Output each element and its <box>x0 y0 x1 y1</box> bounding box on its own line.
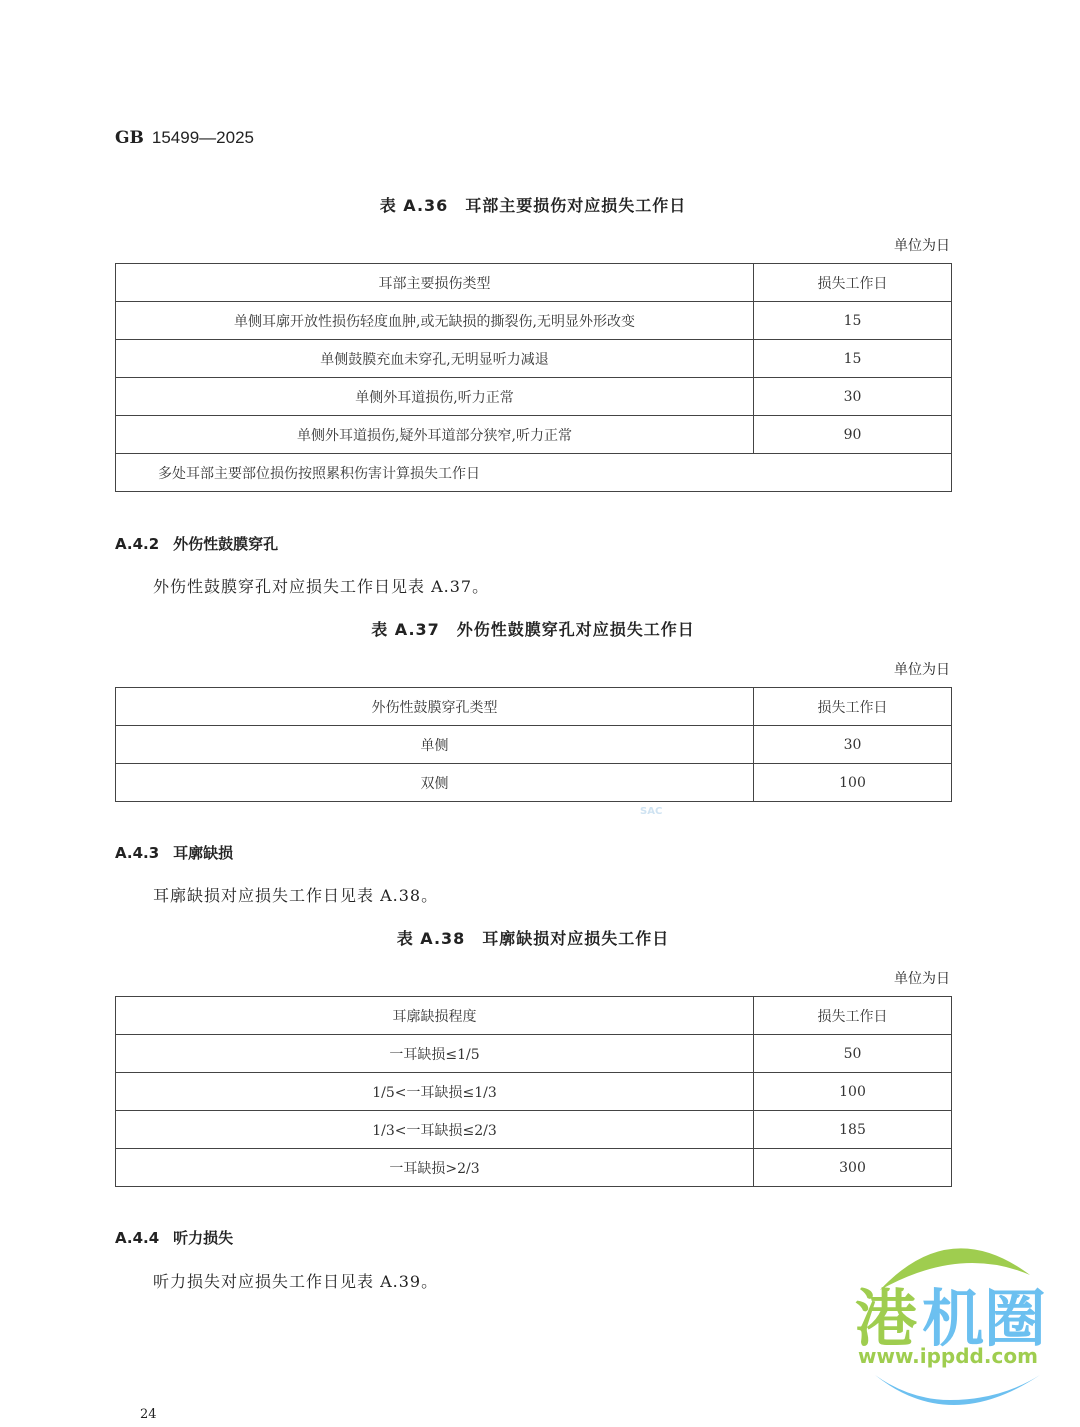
logo-chars-2: 机圈 <box>922 1282 1047 1355</box>
table-a37 <box>115 687 952 802</box>
std-prefix: GB <box>115 128 144 148</box>
cell: 1/5<一耳缺损≤1/3 <box>116 1073 754 1111</box>
table-a38-title: 表 A.38 耳廓缺损对应损失工作日 <box>396 929 670 948</box>
unit-label: 单位为日 <box>894 662 950 678</box>
cell: 185 <box>754 1111 952 1149</box>
paragraph: 耳廓缺损对应损失工作日见表 A.38。 <box>153 886 439 905</box>
cell: 15 <box>754 302 952 340</box>
table-row <box>116 340 952 378</box>
cell: 单侧鼓膜充血未穿孔,无明显听力减退 <box>116 340 754 378</box>
section-number: A.4.3 <box>115 844 160 862</box>
table-header-row <box>116 688 952 726</box>
cell: 一耳缺损≤1/5 <box>116 1035 754 1073</box>
table-row <box>116 1035 952 1073</box>
page-number: 24 <box>140 1407 157 1422</box>
unit-label: 单位为日 <box>894 971 950 987</box>
logo-wave <box>875 1375 1040 1405</box>
section-heading <box>115 842 247 863</box>
header-cell: 外伤性鼓膜穿孔类型 <box>116 688 754 726</box>
table-a37-title: 表 A.37 外伤性鼓膜穿孔对应损失工作日 <box>371 620 695 639</box>
table-note-row <box>116 454 952 492</box>
section-title: 耳廓缺损 <box>173 844 234 862</box>
section-number: A.4.2 <box>115 535 160 553</box>
note-cell: 多处耳部主要部位损伤按照累积伤害计算损失工作日 <box>116 454 952 492</box>
table-row <box>116 726 952 764</box>
cell: 单侧外耳道损伤,听力正常 <box>116 378 754 416</box>
table-row <box>116 1111 952 1149</box>
cell: 100 <box>754 764 952 802</box>
header-cell: 耳廓缺损程度 <box>116 997 754 1035</box>
cell: 单侧外耳道损伤,疑外耳道部分狭窄,听力正常 <box>116 416 754 454</box>
cell: 30 <box>754 378 952 416</box>
table-a36 <box>115 263 952 492</box>
cell: 单侧 <box>116 726 754 764</box>
section-title: 听力损失 <box>173 1229 234 1247</box>
header-cell: 损失工作日 <box>754 264 952 302</box>
cell: 15 <box>754 340 952 378</box>
paragraph: 外伤性鼓膜穿孔对应损失工作日见表 A.37。 <box>153 577 490 596</box>
table-row <box>116 416 952 454</box>
table-header-row <box>116 264 952 302</box>
paragraph: 听力损失对应损失工作日见表 A.39。 <box>153 1272 439 1291</box>
cell: 300 <box>754 1149 952 1187</box>
cell: 90 <box>754 416 952 454</box>
unit-label: 单位为日 <box>894 238 950 254</box>
header-cell: 损失工作日 <box>754 688 952 726</box>
header-cell: 损失工作日 <box>754 997 952 1035</box>
section-heading <box>115 1227 247 1248</box>
standard-header <box>115 128 254 148</box>
table-header-row <box>116 997 952 1035</box>
logo-char-1: 港 <box>855 1282 918 1355</box>
cell: 一耳缺损>2/3 <box>116 1149 754 1187</box>
std-number: 15499—2025 <box>151 128 254 147</box>
cell: 50 <box>754 1035 952 1073</box>
small-watermark: SAC <box>640 806 663 817</box>
cell: 单侧耳廓开放性损伤轻度血肿,或无缺损的撕裂伤,无明显外形改变 <box>116 302 754 340</box>
cell: 30 <box>754 726 952 764</box>
section-title: 外伤性鼓膜穿孔 <box>173 535 279 553</box>
table-row <box>116 378 952 416</box>
table-row <box>116 302 952 340</box>
header-cell: 耳部主要损伤类型 <box>116 264 754 302</box>
section-number: A.4.4 <box>115 1229 160 1247</box>
table-a38 <box>115 996 952 1187</box>
table-row <box>116 764 952 802</box>
cell: 1/3<一耳缺损≤2/3 <box>116 1111 754 1149</box>
cell: 双侧 <box>116 764 754 802</box>
cell: 100 <box>754 1073 952 1111</box>
table-a36-title: 表 A.36 耳部主要损伤对应损失工作日 <box>379 196 687 215</box>
table-row <box>116 1073 952 1111</box>
table-row <box>116 1149 952 1187</box>
section-heading <box>115 533 292 554</box>
ippdd-logo-watermark <box>850 1235 1065 1415</box>
logo-url: www.ippdd.com <box>858 1344 1038 1368</box>
